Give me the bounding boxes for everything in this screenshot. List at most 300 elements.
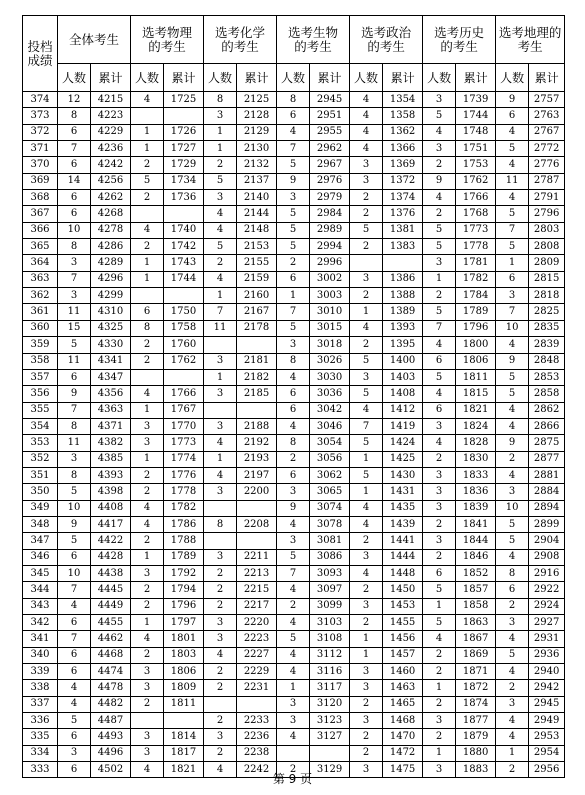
count-cell: 2 [204, 680, 237, 696]
cumulative-cell [237, 500, 277, 516]
count-cell: 5 [277, 320, 310, 336]
cumulative-cell [237, 533, 277, 549]
subheader-count: 人数 [423, 64, 456, 92]
cumulative-cell: 1435 [383, 500, 423, 516]
cumulative-cell: 1797 [164, 615, 204, 631]
count-cell: 2 [350, 745, 383, 761]
subheader-cumulative: 累计 [164, 64, 204, 92]
count-cell: 3 [423, 141, 456, 157]
table-row [23, 533, 565, 549]
cumulative-cell: 1376 [383, 206, 423, 222]
subheader-cumulative: 累计 [237, 64, 277, 92]
count-cell: 2 [423, 549, 456, 565]
cumulative-cell: 3062 [310, 467, 350, 483]
score-cell: 349 [23, 500, 58, 516]
cumulative-cell: 1773 [164, 435, 204, 451]
score-cell: 342 [23, 615, 58, 631]
cumulative-cell: 4393 [91, 467, 131, 483]
score-cell: 364 [23, 255, 58, 271]
count-cell: 2 [277, 255, 310, 271]
cumulative-cell: 3018 [310, 337, 350, 353]
count-cell: 2 [423, 729, 456, 745]
cumulative-cell: 1468 [383, 713, 423, 729]
count-cell: 4 [423, 190, 456, 206]
score-cell: 337 [23, 696, 58, 712]
cumulative-cell: 4408 [91, 500, 131, 516]
count-cell: 5 [277, 239, 310, 255]
table-row [23, 369, 565, 385]
score-cell: 334 [23, 745, 58, 761]
table-row [23, 124, 565, 140]
count-cell: 2 [423, 288, 456, 304]
table-row [23, 435, 565, 451]
count-cell: 10 [496, 500, 529, 516]
score-cell: 362 [23, 288, 58, 304]
subheader-row [23, 64, 565, 92]
cumulative-cell: 1457 [383, 647, 423, 663]
subheader-count: 人数 [496, 64, 529, 92]
cumulative-cell [237, 402, 277, 418]
count-cell: 3 [204, 353, 237, 369]
count-cell: 4 [496, 337, 529, 353]
count-cell: 3 [423, 467, 456, 483]
cumulative-cell: 4289 [91, 255, 131, 271]
count-cell: 2 [131, 647, 164, 663]
cumulative-cell: 1760 [164, 337, 204, 353]
count-cell [204, 337, 237, 353]
score-cell: 372 [23, 124, 58, 140]
score-cell: 354 [23, 418, 58, 434]
count-cell: 2 [496, 451, 529, 467]
count-cell: 10 [58, 500, 91, 516]
count-cell: 4 [350, 402, 383, 418]
count-cell: 5 [204, 173, 237, 189]
cumulative-cell: 1750 [164, 304, 204, 320]
cumulative-cell: 1809 [164, 680, 204, 696]
cumulative-cell: 1833 [456, 467, 496, 483]
count-cell: 5 [423, 304, 456, 320]
group-header-politics: 选考政治 的考生 [350, 16, 423, 64]
cumulative-cell: 2211 [237, 549, 277, 565]
cumulative-cell: 1766 [164, 386, 204, 402]
cumulative-cell: 2967 [310, 157, 350, 173]
cumulative-cell: 2956 [529, 762, 565, 778]
cumulative-cell: 1470 [383, 729, 423, 745]
cumulative-cell: 1821 [456, 402, 496, 418]
cumulative-cell: 2953 [529, 729, 565, 745]
count-cell: 5 [423, 239, 456, 255]
count-cell: 8 [58, 418, 91, 434]
count-cell: 4 [277, 615, 310, 631]
cumulative-cell: 1354 [383, 92, 423, 108]
count-cell: 3 [350, 549, 383, 565]
cumulative-cell: 4445 [91, 582, 131, 598]
group-header-history: 选考历史 的考生 [423, 16, 496, 64]
count-cell: 4 [131, 631, 164, 647]
cumulative-cell: 3036 [310, 386, 350, 402]
count-cell: 4 [423, 337, 456, 353]
count-cell: 2 [423, 696, 456, 712]
count-cell: 6 [58, 647, 91, 663]
count-cell: 5 [277, 549, 310, 565]
cumulative-cell: 1821 [164, 762, 204, 778]
count-cell: 2 [131, 582, 164, 598]
cumulative-cell [164, 369, 204, 385]
cumulative-cell [164, 288, 204, 304]
count-cell: 2 [350, 533, 383, 549]
cumulative-cell: 1431 [383, 484, 423, 500]
cumulative-cell: 2231 [237, 680, 277, 696]
count-cell: 9 [423, 173, 456, 189]
cumulative-cell: 1725 [164, 92, 204, 108]
cumulative-cell: 1456 [383, 631, 423, 647]
cumulative-cell: 1460 [383, 664, 423, 680]
cumulative-cell: 4325 [91, 320, 131, 336]
score-cell: 347 [23, 533, 58, 549]
count-cell: 3 [131, 745, 164, 761]
count-cell: 9 [496, 92, 529, 108]
count-cell: 2 [423, 516, 456, 532]
group-header-biology: 选考生物 的考生 [277, 16, 350, 64]
count-cell: 1 [131, 549, 164, 565]
count-cell: 5 [350, 435, 383, 451]
count-cell [204, 500, 237, 516]
cumulative-cell: 2167 [237, 304, 277, 320]
cumulative-cell: 4449 [91, 598, 131, 614]
cumulative-cell: 2178 [237, 320, 277, 336]
cumulative-cell: 3065 [310, 484, 350, 500]
count-cell: 4 [277, 124, 310, 140]
count-cell: 5 [58, 484, 91, 500]
count-cell: 4 [350, 320, 383, 336]
cumulative-cell: 1806 [456, 353, 496, 369]
count-cell: 2 [350, 729, 383, 745]
table-row [23, 255, 565, 271]
cumulative-cell: 1824 [456, 418, 496, 434]
count-cell: 3 [58, 288, 91, 304]
count-cell: 9 [277, 173, 310, 189]
subheader-count: 人数 [277, 64, 310, 92]
table-row [23, 108, 565, 124]
cumulative-cell: 4455 [91, 615, 131, 631]
cumulative-cell: 4493 [91, 729, 131, 745]
cumulative-cell: 1880 [456, 745, 496, 761]
cumulative-cell: 2776 [529, 157, 565, 173]
cumulative-cell: 2238 [237, 745, 277, 761]
cumulative-cell: 1758 [164, 320, 204, 336]
count-cell: 2 [277, 762, 310, 778]
cumulative-cell: 4438 [91, 565, 131, 581]
count-cell: 4 [423, 386, 456, 402]
count-cell: 3 [204, 549, 237, 565]
cumulative-cell: 2192 [237, 435, 277, 451]
count-cell: 4 [204, 435, 237, 451]
table-row [23, 337, 565, 353]
count-cell: 2 [131, 157, 164, 173]
cumulative-cell [164, 206, 204, 222]
count-cell: 5 [350, 386, 383, 402]
cumulative-cell: 1453 [383, 598, 423, 614]
count-cell: 6 [277, 271, 310, 287]
count-cell: 4 [350, 141, 383, 157]
count-cell: 1 [277, 680, 310, 696]
cumulative-cell: 3078 [310, 516, 350, 532]
count-cell: 4 [496, 713, 529, 729]
cumulative-cell: 1748 [456, 124, 496, 140]
count-cell: 4 [496, 190, 529, 206]
cumulative-cell: 1403 [383, 369, 423, 385]
cumulative-cell: 1372 [383, 173, 423, 189]
cumulative-cell: 1726 [164, 124, 204, 140]
cumulative-cell: 1786 [164, 516, 204, 532]
cumulative-cell: 1753 [456, 157, 496, 173]
count-cell: 5 [496, 206, 529, 222]
cumulative-cell: 3081 [310, 533, 350, 549]
subheader-cumulative: 累计 [91, 64, 131, 92]
count-cell: 2 [204, 157, 237, 173]
table-row [23, 271, 565, 287]
cumulative-cell: 2989 [310, 222, 350, 238]
cumulative-cell: 4363 [91, 402, 131, 418]
count-cell: 4 [131, 762, 164, 778]
count-cell: 4 [204, 647, 237, 663]
cumulative-cell: 4422 [91, 533, 131, 549]
score-cell: 359 [23, 337, 58, 353]
cumulative-cell: 2922 [529, 582, 565, 598]
cumulative-cell [237, 337, 277, 353]
table-row [23, 500, 565, 516]
cumulative-cell: 3002 [310, 271, 350, 287]
cumulative-cell: 3120 [310, 696, 350, 712]
cumulative-cell: 1388 [383, 288, 423, 304]
count-cell: 9 [58, 516, 91, 532]
count-cell: 4 [131, 92, 164, 108]
count-cell: 15 [58, 320, 91, 336]
cumulative-cell: 4462 [91, 631, 131, 647]
cumulative-cell: 1774 [164, 451, 204, 467]
count-cell: 1 [350, 631, 383, 647]
cumulative-cell: 2155 [237, 255, 277, 271]
cumulative-cell: 1789 [456, 304, 496, 320]
table-row [23, 745, 565, 761]
count-cell: 6 [58, 729, 91, 745]
cumulative-cell: 3127 [310, 729, 350, 745]
cumulative-cell: 2839 [529, 337, 565, 353]
count-cell: 5 [277, 206, 310, 222]
count-cell: 5 [350, 222, 383, 238]
count-cell: 11 [58, 435, 91, 451]
count-cell: 1 [131, 141, 164, 157]
count-cell: 4 [350, 124, 383, 140]
table-row [23, 484, 565, 500]
cumulative-cell: 3099 [310, 598, 350, 614]
cumulative-cell: 2188 [237, 418, 277, 434]
count-cell: 1 [131, 615, 164, 631]
score-cell: 368 [23, 190, 58, 206]
group-header-physics: 选考物理 的考生 [131, 16, 204, 64]
count-cell: 6 [58, 762, 91, 778]
cumulative-cell: 2791 [529, 190, 565, 206]
score-cell: 355 [23, 402, 58, 418]
subheader-cumulative: 累计 [383, 64, 423, 92]
count-cell: 3 [277, 533, 310, 549]
count-cell: 1 [423, 745, 456, 761]
count-cell: 5 [277, 157, 310, 173]
score-cell: 367 [23, 206, 58, 222]
table-row [23, 713, 565, 729]
count-cell: 3 [58, 255, 91, 271]
count-cell: 3 [204, 418, 237, 434]
count-cell: 3 [350, 369, 383, 385]
count-cell: 3 [204, 615, 237, 631]
cumulative-cell: 3074 [310, 500, 350, 516]
count-cell: 2 [496, 680, 529, 696]
count-cell: 2 [131, 598, 164, 614]
cumulative-cell: 1863 [456, 615, 496, 631]
cumulative-cell: 1796 [164, 598, 204, 614]
cumulative-cell: 1871 [456, 664, 496, 680]
table-row [23, 206, 565, 222]
count-cell: 1 [496, 255, 529, 271]
count-cell: 7 [496, 304, 529, 320]
count-cell: 6 [277, 467, 310, 483]
cumulative-cell: 4371 [91, 418, 131, 434]
count-cell: 3 [131, 664, 164, 680]
cumulative-cell: 2877 [529, 451, 565, 467]
score-cell: 363 [23, 271, 58, 287]
score-cell: 340 [23, 647, 58, 663]
count-cell: 8 [204, 516, 237, 532]
count-cell: 4 [496, 402, 529, 418]
count-cell: 1 [131, 255, 164, 271]
count-cell: 4 [277, 664, 310, 680]
count-cell: 6 [58, 190, 91, 206]
count-cell: 2 [277, 598, 310, 614]
cumulative-cell: 2160 [237, 288, 277, 304]
cumulative-cell: 4478 [91, 680, 131, 696]
table-row [23, 664, 565, 680]
count-cell: 2 [131, 696, 164, 712]
count-cell [204, 533, 237, 549]
count-cell: 7 [350, 418, 383, 434]
cumulative-cell: 2884 [529, 484, 565, 500]
cumulative-cell: 1767 [164, 402, 204, 418]
count-cell: 3 [277, 190, 310, 206]
cumulative-cell: 2881 [529, 467, 565, 483]
cumulative-cell: 2132 [237, 157, 277, 173]
cumulative-cell: 1883 [456, 762, 496, 778]
cumulative-cell: 2763 [529, 108, 565, 124]
count-cell: 6 [496, 271, 529, 287]
cumulative-cell: 1383 [383, 239, 423, 255]
count-cell: 6 [58, 549, 91, 565]
count-cell: 1 [204, 288, 237, 304]
cumulative-cell: 1736 [164, 190, 204, 206]
count-cell: 4 [131, 222, 164, 238]
count-cell: 3 [131, 729, 164, 745]
cumulative-cell: 1463 [383, 680, 423, 696]
cumulative-cell: 2875 [529, 435, 565, 451]
count-cell: 4 [58, 696, 91, 712]
cumulative-cell: 4341 [91, 353, 131, 369]
count-cell: 6 [58, 369, 91, 385]
cumulative-cell: 1839 [456, 500, 496, 516]
cumulative-cell: 1879 [456, 729, 496, 745]
cumulative-cell: 1395 [383, 337, 423, 353]
cumulative-cell: 1374 [383, 190, 423, 206]
count-cell: 2 [131, 533, 164, 549]
subheader-count: 人数 [350, 64, 383, 92]
cumulative-cell: 2951 [310, 108, 350, 124]
count-cell [204, 402, 237, 418]
cumulative-cell: 4256 [91, 173, 131, 189]
table-row [23, 549, 565, 565]
score-cell: 374 [23, 92, 58, 108]
cumulative-cell: 3129 [310, 762, 350, 778]
count-cell: 3 [423, 484, 456, 500]
cumulative-cell: 2994 [310, 239, 350, 255]
cumulative-cell: 1369 [383, 157, 423, 173]
cumulative-cell: 4229 [91, 124, 131, 140]
cumulative-cell: 2208 [237, 516, 277, 532]
count-cell: 8 [58, 108, 91, 124]
cumulative-cell: 1828 [456, 435, 496, 451]
count-cell: 6 [496, 582, 529, 598]
count-cell: 3 [423, 533, 456, 549]
count-cell: 2 [131, 484, 164, 500]
count-cell: 8 [204, 92, 237, 108]
cumulative-cell: 2229 [237, 664, 277, 680]
count-cell: 6 [277, 108, 310, 124]
count-cell: 3 [496, 484, 529, 500]
cumulative-cell: 2976 [310, 173, 350, 189]
score-cell: 335 [23, 729, 58, 745]
count-cell: 2 [496, 598, 529, 614]
cumulative-cell: 2144 [237, 206, 277, 222]
cumulative-cell: 3123 [310, 713, 350, 729]
count-cell: 9 [58, 386, 91, 402]
cumulative-cell [237, 696, 277, 712]
cumulative-cell: 1762 [456, 173, 496, 189]
score-cell: 350 [23, 484, 58, 500]
cumulative-cell: 1439 [383, 516, 423, 532]
cumulative-cell: 4428 [91, 549, 131, 565]
score-cell: 353 [23, 435, 58, 451]
cumulative-cell: 2215 [237, 582, 277, 598]
count-cell: 5 [423, 222, 456, 238]
cumulative-cell: 2787 [529, 173, 565, 189]
score-cell: 371 [23, 141, 58, 157]
cumulative-cell: 3056 [310, 451, 350, 467]
cumulative-cell: 1814 [164, 729, 204, 745]
count-cell [131, 713, 164, 729]
cumulative-cell: 1817 [164, 745, 204, 761]
count-cell: 1 [131, 124, 164, 140]
table-row [23, 386, 565, 402]
cumulative-cell: 2809 [529, 255, 565, 271]
cumulative-cell: 4496 [91, 745, 131, 761]
cumulative-cell: 1358 [383, 108, 423, 124]
count-cell: 5 [423, 582, 456, 598]
count-cell: 2 [350, 696, 383, 712]
count-cell: 8 [277, 353, 310, 369]
count-cell: 1 [204, 141, 237, 157]
cumulative-cell: 4474 [91, 664, 131, 680]
table-row [23, 222, 565, 238]
table-row [23, 353, 565, 369]
group-header-geography: 选考地理的 考生 [496, 16, 565, 64]
count-cell: 6 [423, 353, 456, 369]
